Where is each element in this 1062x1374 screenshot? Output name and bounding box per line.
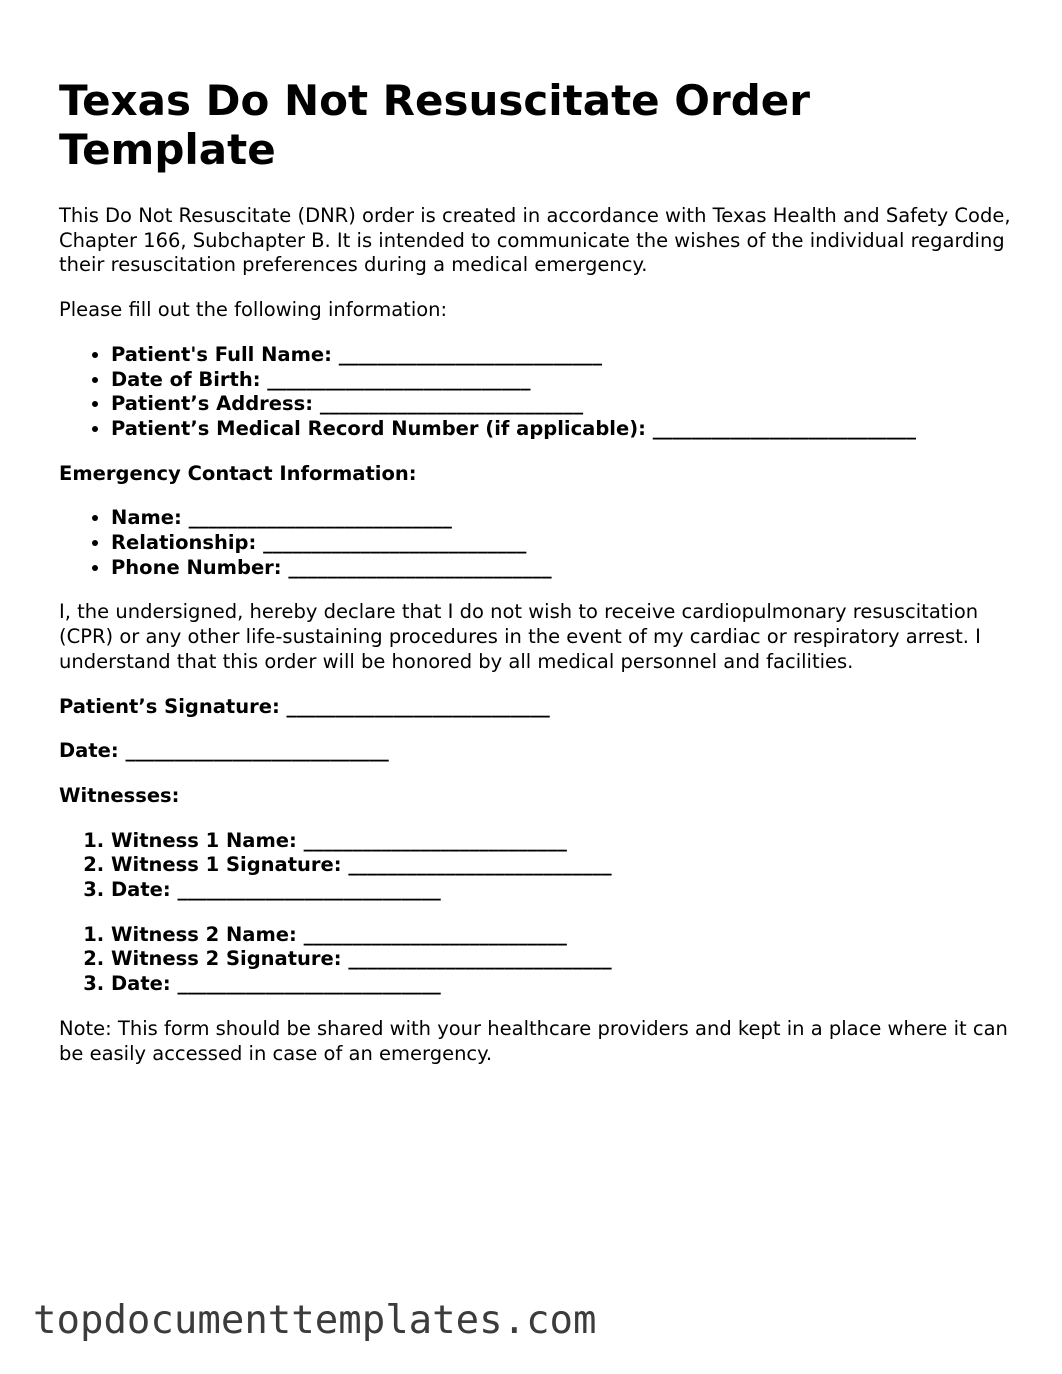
witness-1-date-field: 3. Date: ___________________________ [111,878,1019,903]
witnesses-heading: Witnesses: [59,783,180,807]
document-page [59,76,1019,1086]
patient-signature-line: Patient’s Signature: ___________________________ [59,694,550,718]
declaration-paragraph: I, the undersigned, hereby declare that I do not wish to receive cardiopulmonary resuscitation (CPR) or any other life-sustaining procedures in the event of my cardiac or respiratory arrest. I understand that this order will be honored by all medical personnel and facilities. [59,600,981,673]
emergency-contact-heading: Emergency Contact Information: [59,461,417,485]
medical-record-number-field: • Patient’s Medical Record Number (if applicable): ___________________________ [111,417,1019,442]
witness-2-list [59,923,1019,997]
witness-2-signature-field: 2. Witness 2 Signature: ___________________________ [111,947,1019,972]
witness-1-list [59,829,1019,903]
witness-2-name-field: 1. Witness 2 Name: ___________________________ [111,923,1019,948]
witness-1-name-field: 1. Witness 1 Name: ___________________________ [111,829,1019,854]
watermark: topdocumenttemplates.com [33,1298,597,1343]
witness-2-date-field: 3. Date: ___________________________ [111,972,1019,997]
patient-name-field: • Patient's Full Name: ___________________________ [111,343,1019,368]
patient-address-field: • Patient’s Address: ___________________________ [111,392,1019,417]
emergency-contact-list [59,506,1019,580]
witness-1-signature-field: 2. Witness 1 Signature: ___________________________ [111,853,1019,878]
date-of-birth-field: • Date of Birth: ___________________________ [111,368,1019,393]
intro-paragraph: This Do Not Resuscitate (DNR) order is created in accordance with Texas Health and Safety Code, Chapter 166, Subchapter B. It is intended to communicate the wishes of the individual regarding their resuscitation preferences during a medical emergency. [59,204,1011,277]
instruction-text: Please fill out the following information: [59,298,448,322]
emergency-relationship-field: • Relationship: ___________________________ [111,531,1019,556]
emergency-name-field: • Name: ___________________________ [111,506,1019,531]
note-paragraph: Note: This form should be shared with your healthcare providers and kept in a place where it can be easily accessed in case of an emergency. [59,1016,1008,1065]
emergency-phone-field: • Phone Number: ___________________________ [111,556,1019,581]
document-title: Texas Do Not Resuscitate Order Template [59,76,810,174]
patient-info-list [59,343,1019,442]
date-line: Date: ___________________________ [59,739,389,763]
